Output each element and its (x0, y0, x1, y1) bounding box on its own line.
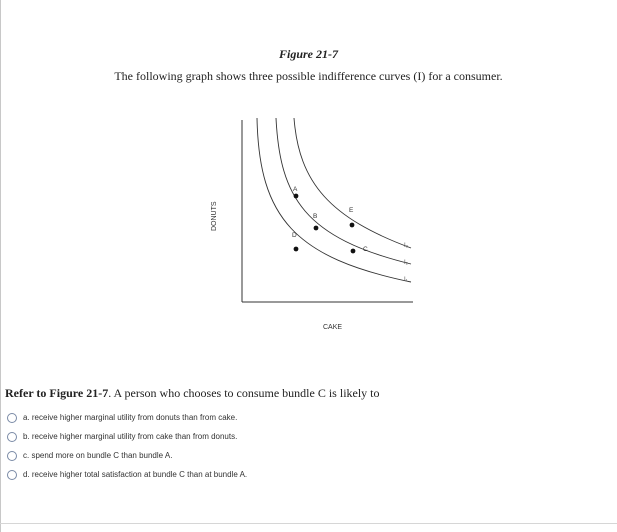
option-c-label: c. spend more on bundle C than bundle A. (23, 451, 173, 460)
curve-label-i2: I₂ (404, 260, 408, 266)
point-label-d: D (292, 232, 297, 239)
point-b (314, 226, 319, 231)
question-body: . A person who chooses to consume bundle C is likely to (108, 386, 380, 400)
y-axis-label: DONUTS (211, 201, 218, 231)
option-a-label: a. receive higher marginal utility from donuts than from cake. (23, 413, 238, 422)
figure-title: Figure 21-7 (278, 47, 338, 61)
point-d (294, 247, 299, 252)
point-c (351, 249, 356, 254)
radio-button-c[interactable] (7, 451, 17, 461)
option-a[interactable] (7, 408, 247, 427)
x-axis-label: CAKE (323, 324, 343, 331)
point-a (294, 194, 299, 199)
point-label-a: A (293, 186, 298, 193)
curve-label-i3: I₃ (404, 243, 409, 249)
point-label-e: E (349, 207, 354, 214)
point-e (350, 223, 355, 228)
radio-button-a[interactable] (7, 413, 17, 423)
radio-button-d[interactable] (7, 470, 17, 480)
indifference-curve-graph (195, 108, 435, 343)
option-d-label: d. receive higher total satisfaction at bundle C than at bundle A. (23, 470, 248, 479)
curve-label-i1: I₁ (404, 277, 408, 283)
question-prefix: Refer to Figure 21-7 (5, 386, 109, 400)
point-label-c: C (363, 246, 368, 253)
content-divider (0, 523, 617, 524)
indifference-curve-i3 (294, 118, 411, 248)
question-text (5, 386, 380, 401)
answer-options (7, 408, 247, 484)
option-c[interactable] (7, 446, 247, 465)
option-b[interactable] (7, 427, 247, 446)
figure-caption: The following graph shows three possible indifference curves (I) for a consumer. (114, 69, 503, 83)
option-d[interactable] (7, 465, 247, 484)
radio-button-b[interactable] (7, 432, 17, 442)
option-b-label: b. receive higher marginal utility from cake than from donuts. (23, 432, 238, 441)
point-label-b: B (313, 213, 318, 220)
